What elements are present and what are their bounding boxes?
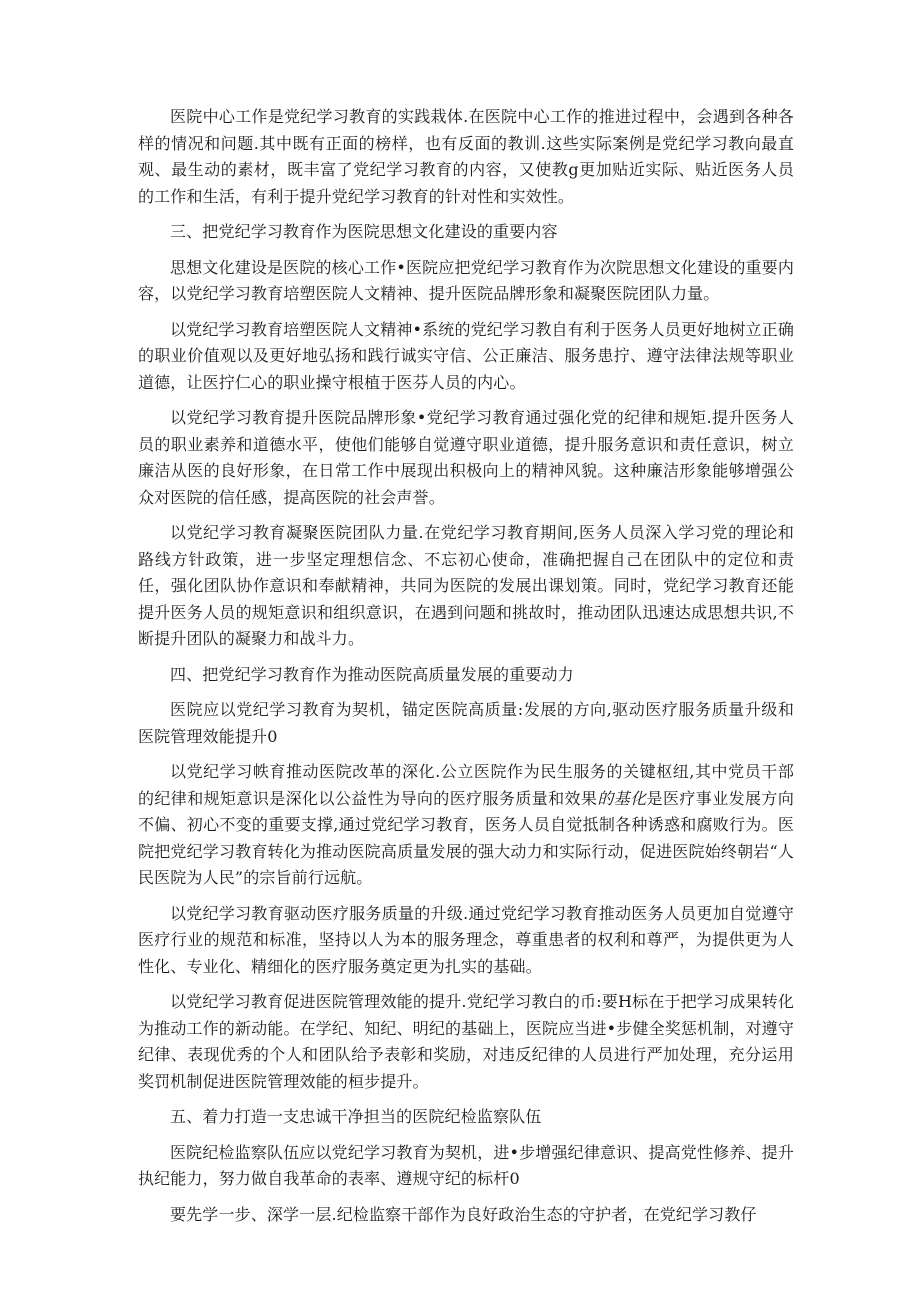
paragraph-team-strength: 以党纪学习教育凝聚医院团队力量.在党纪学习教育期间,医务人员深入学习党的理论和路线方针政策，进一步坚定理想信念、不忘初心使命，准确把握自己在团队中的定位和责任，强化团队协作意识和奉献精神，共同为医院的发展出课划策。同时，党纪学习教育还能提升医务人员的规矩意识和组织意识，在遇到问题和挑故时，推动团队迅速达成思想共识,不断提升团队的凝聚力和战斗力。 bbox=[138, 523, 794, 648]
paragraph-management-efficiency: 以党纪学习教育促进医院管理效能的提升.党纪学习教白的币:要H标在于把学习成果转化为推动工作的新动能。在学纪、知纪、明纪的基础上，医院应当进•步健全奖惩机制，对遵守纪律、表现优秀的个人和团队给予表彰和奖励，对违反纪律的人员进行严加处理，充分运用奖罚机制促进医院管理效能的桓步提升。 bbox=[138, 992, 794, 1091]
paragraph-reform bbox=[138, 759, 794, 892]
document-body bbox=[138, 104, 794, 1237]
section-heading-5: 五、着力打造一支忠诚干净担当的医院纪检监察队伍 bbox=[170, 1107, 542, 1126]
paragraph-practice-carrier: 医院中心工作是党纪学习教育的实践栽体.在医院中心工作的推进过程中，会遇到各种各样的情况和问题.其中既有正面的榜样，也有反面的教训.这些实际案例是党纪学习教向最直观、最生动的素材，既丰富了党纪学习教育的内容，又使教g更加贴近实际、贴近医务人员的工作和生活，有利于提升党纪学习教育的针对性和实效性。 bbox=[138, 107, 794, 206]
paragraph-service-quality: 以党纪学习教育驱动医疗服务质量的升级.通过党纪学习教育推动医务人员更加自觉遵守医疗行业的规范和标准，坚持以人为本的服务理念，尊重患者的权利和尊严，为提供更为人性化、专业化、精细化的医疗服务奠定更为扎实的基础。 bbox=[138, 903, 794, 976]
paragraph-learn-first: 要先学一步、深学一层.纪检监察干部作为良好政治生态的守护者，在党纪学习教仔 bbox=[170, 1204, 757, 1224]
paragraph-reform-italic: 的基化 bbox=[597, 788, 647, 808]
section-heading-3: 三、把党纪学习教育作为医院思想文化建设的重要内容 bbox=[170, 222, 558, 241]
paragraph-humanistic-spirit: 以党纪学习教育培塑医院人文精神•系统的党纪学习教自有利于医务人员更好地树立正确的职业价值观以及更好地弘扬和践行诚实守信、公正廉洁、服务患拧、遵守法律法规等职业道德，让医拧仁心的职业操守根植于医芬人员的内心。 bbox=[138, 319, 794, 392]
paragraph-culture-core: 思想文化建设是医院的核心工作•医院应把党纪学习教育作为次院思想文化建设的重要内容，以党纪学习教育培塑医院人文精神、提升医院品牌形象和凝聚医院团队力量。 bbox=[138, 257, 794, 303]
paragraph-high-quality: 医院应以党纪学习教育为契机，锚定医院高质量:发展的方向,驱动医疗服务质量升级和医院管理效能提升0 bbox=[138, 700, 794, 746]
paragraph-inspection-team: 医院纪检监察队伍应以党纪学习教育为契机，进•步增强纪律意识、提高党性修养、提升执纪能力，努力做自我革命的表率、遵规守纪的标杆0 bbox=[138, 1142, 794, 1188]
paragraph-reform-part-c: 是医疗事业发展方向不偏、初心不变的重要支撑,通过党纪学习教育，医务人员自觉抵制各种诱惑和腐败行为。医院把党纪学习教育转化为推动医院高质量发展的强大动力和实际行动，促进医院始终朝岩“人民医院为人民”的宗旨前行远航。 bbox=[138, 788, 794, 887]
paragraph-brand-image: 以党纪学习教育提升医院品牌形象•党纪学习教育通过强化党的纪律和规矩.提升医务人员的职业素养和道德水平，使他们能够自觉遵守职业道德，提升服务意识和责任意识，树立廉洁从医的良好形象，在日常工作中展现出积极向上的精神风貌。这种廉洁形象能够增强公众对医院的信任感，提高医院的社会声誉。 bbox=[138, 408, 794, 507]
section-heading-4: 四、把党纪学习教育作为推动医院高质量发展的重要动力 bbox=[170, 664, 574, 684]
paragraph-reform-part-a: 以党纪学习帙育推动医院改革的深化.公立医院作为民生服务的关键枢纽,其中党员干部的纪律和规矩意识是深化以公益性为导向的医疗服务质量和效果 bbox=[138, 762, 794, 808]
